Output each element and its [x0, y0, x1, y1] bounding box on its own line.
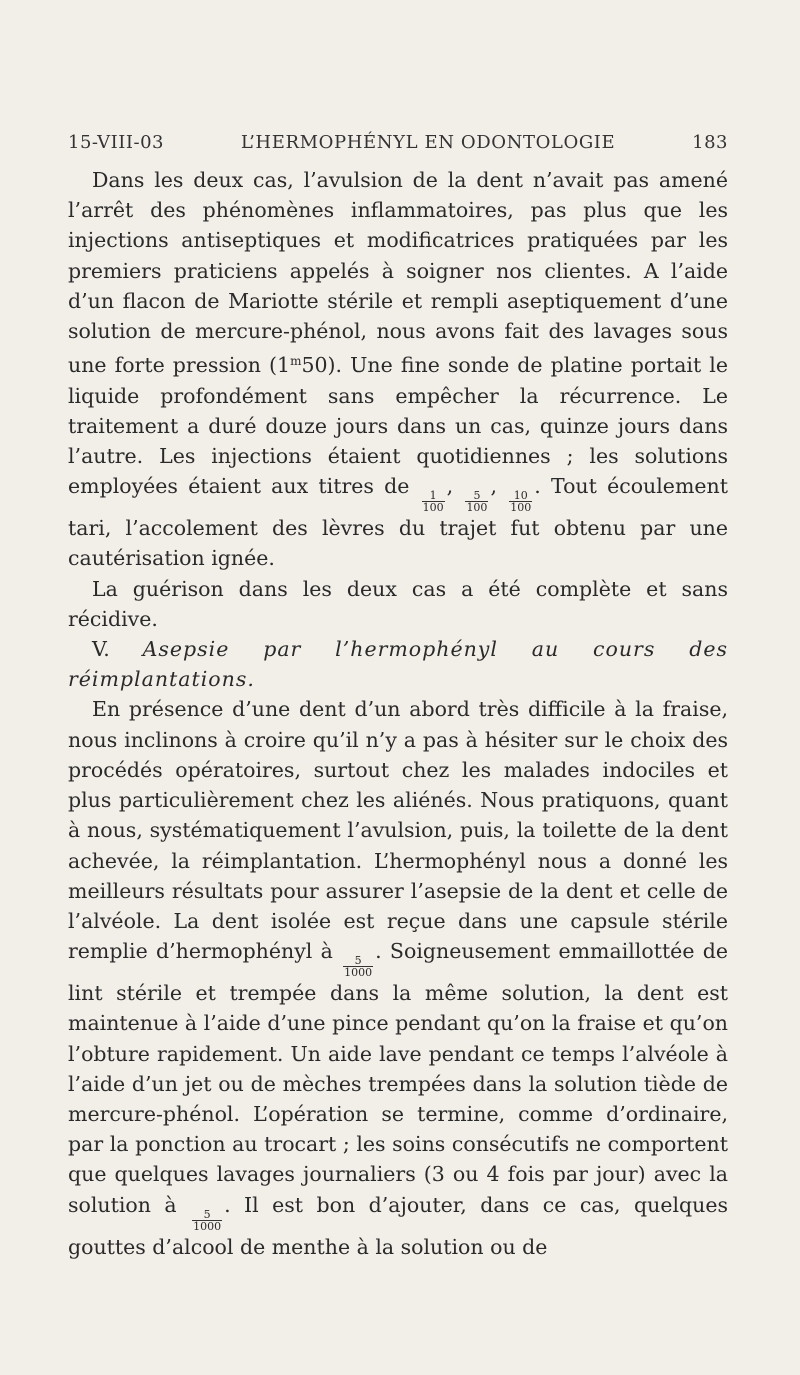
fraction-separator: ,: [490, 474, 497, 499]
paragraph-3-part-a: En présence d’une dent d’un abord très difficile à la fraise, nous inclinons à croire qu’il n’y a pas à hésiter sur le choix des procédés opératoires, surtout chez les malades indociles et plus particulièrement chez les aliénés. Nous pratiquons, quant à nous, systématiquement l’avulsion, puis, la toilette de la dent achevée, la réimplantation. L’hermophényl nous a donné les meilleurs résultats pour assurer l’asepsie de la dent et celle de l’alvéole. La dent isolée est reçue dans une capsule stérile remplie d’hermophényl à: [68, 697, 728, 964]
section-heading: [68, 634, 728, 694]
fraction-5-100: [465, 490, 488, 513]
fraction-denominator: 100: [422, 501, 444, 515]
fraction-denominator: 1000: [344, 966, 373, 980]
paragraph-3-part-b: . Soigneusement emmaillottée de lint stérile et trempée dans la même solution, la dent est maintenue à l’aide d’une pince pendant qu’on la fraise et qu’on l’obture rapidement. Un aide lave pendant ce temps l’alvéole à l’aide d’un jet ou de mèches trempées dans la solution tiède de mercure-phénol. L’opération se termine, comme d’ordinaire, par la ponction au trocart ; les soins consécutifs ne comportent que quelques lavages journaliers (3 ou 4 fois par jour) avec la solution à: [68, 939, 728, 1217]
section-title: Asepsie par l’hermophényl au cours des réimplantations.: [68, 637, 728, 692]
fraction-separator: ,: [446, 474, 454, 499]
fraction-denominator: 100: [510, 501, 532, 515]
book-page: [68, 132, 728, 1262]
fraction-numerator: 5: [354, 954, 362, 968]
page-number: 183: [692, 132, 728, 153]
fraction-denominator: 100: [466, 501, 488, 515]
fraction-5-1000-second: [192, 1209, 222, 1232]
fraction-5-1000: [343, 955, 373, 978]
section-numeral: V.: [92, 637, 110, 662]
meter-superscript: m: [290, 354, 302, 369]
paragraph-3-part-c: . Il est bon d’ajouter, dans ce cas, quelques gouttes d’alcool de menthe à la solution ou de: [68, 1192, 728, 1259]
paragraph-3: [68, 694, 728, 1261]
fraction-numerator: 10: [513, 489, 528, 503]
header-title: L’HERMOPHÉNYL EN ODONTOLOGIE: [240, 132, 616, 153]
fraction-numerator: 5: [203, 1207, 211, 1221]
paragraph-2: La guérison dans les deux cas a été complète et sans récidive.: [68, 576, 728, 631]
paragraph-1-part-a: Dans les deux cas, l’avulsion de la dent n’avait pas amené l’arrêt des phénomènes inflammatoires, pas plus que les injections antiseptiques et modificatrices pratiquées par les premiers praticiens appelés à soigner nos clientes. A l’aide d’un flacon de Mariotte stérile et rempli aseptiquement d’une solution de mercure-phénol, nous avons fait des lavages sous une forte pression (1: [68, 168, 728, 378]
fraction-10-100: [509, 490, 532, 513]
fraction-denominator: 1000: [193, 1219, 222, 1233]
fraction-numerator: 1: [429, 489, 437, 503]
paragraph-1-part-c: . Tout écoulement tari, l’accolement des lèvres du trajet fut obtenu par une cautérisation ignée.: [68, 474, 728, 571]
body-text: [68, 165, 728, 1262]
running-header: [68, 132, 728, 153]
fraction-numerator: 5: [473, 489, 481, 503]
paragraph-1-part-b: 50). Une fine sonde de platine portait le liquide profondément sans empêcher la récurrence. Le traitement a duré douze jours dans un cas, quinze jours dans l’autre. Les injections étaient quotidiennes ; les solutions employées étaient aux titres de: [68, 353, 728, 499]
paragraph-1: [68, 165, 728, 574]
fraction-1-100: [422, 490, 445, 513]
header-date: 15-VIII-03: [68, 132, 164, 153]
